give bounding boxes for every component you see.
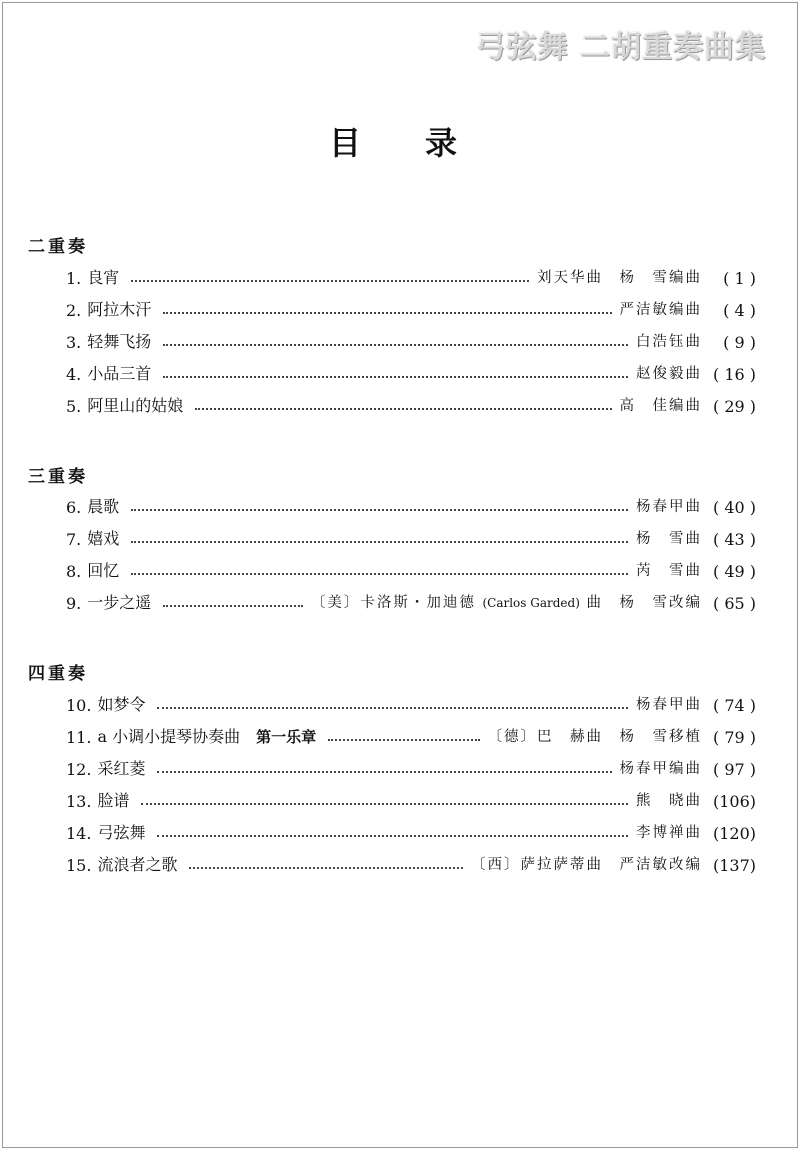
credit-composer: 〔美〕卡洛斯・加迪德 (310, 595, 476, 611)
entry-number: 4. (66, 365, 82, 384)
entry-credit: 刘天华曲 杨 雪编曲 (537, 270, 702, 286)
entry-number: 3. (66, 333, 82, 352)
entry-number: 5. (66, 397, 82, 416)
section-heading-duet: 二重奏 (28, 237, 88, 257)
entry-page: ( 9 ) (723, 333, 756, 352)
toc-entry[interactable] (66, 523, 756, 549)
toc-entry[interactable] (66, 326, 756, 352)
entry-credit: 杨春甲编曲 (619, 761, 702, 777)
entry-title: 小品三首 (87, 364, 152, 383)
entry-page: ( 4 ) (723, 301, 756, 320)
section-heading-trio: 三重奏 (28, 467, 88, 487)
entry-title: 嬉戏 (87, 529, 120, 548)
entry-credit: 〔西〕萨拉萨蒂曲 严洁敏改编 (471, 857, 702, 873)
entry-title: 阿里山的姑娘 (87, 396, 184, 415)
entry-title: 脸谱 (97, 791, 130, 810)
entry-title: 阿拉木汗 (87, 300, 152, 319)
toc-entry[interactable] (66, 753, 756, 779)
entry-title: 一步之遥 (87, 593, 152, 612)
credit-arranger: 曲 杨 雪改编 (586, 595, 702, 611)
dot-leader (131, 541, 628, 543)
entry-page: ( 49 ) (712, 562, 756, 581)
entry-page: (120) (712, 824, 756, 843)
dot-leader (163, 312, 611, 314)
dot-leader (163, 605, 303, 607)
entry-credit: 熊 晓曲 (636, 793, 702, 809)
entry-number: 2. (66, 301, 82, 320)
credit-latin-name: (Carlos Garded) (482, 596, 580, 610)
toc-entry[interactable] (66, 262, 756, 288)
dot-leader (189, 867, 463, 869)
dot-leader (157, 771, 611, 773)
entry-credit: 〔德〕巴 赫曲 杨 雪移植 (487, 729, 702, 745)
entry-number: 12. (66, 760, 92, 779)
entry-page: ( 74 ) (712, 696, 756, 715)
entry-page: (137) (712, 856, 756, 875)
entry-number: 11. (66, 728, 92, 747)
dot-leader (195, 408, 611, 410)
dot-leader (131, 509, 628, 511)
toc-entry[interactable] (66, 785, 756, 811)
toc-entry[interactable] (66, 689, 756, 715)
entry-credit: 杨 雪曲 (636, 531, 702, 547)
toc-entry[interactable] (66, 587, 756, 613)
entry-page: ( 29 ) (712, 397, 756, 416)
dot-leader (328, 739, 479, 741)
entry-credit: 杨春甲曲 (636, 499, 702, 515)
section-heading-quartet: 四重奏 (28, 664, 88, 684)
toc-entry[interactable] (66, 491, 756, 517)
entry-number: 8. (66, 562, 82, 581)
entry-page: ( 40 ) (712, 498, 756, 517)
toc-entry[interactable] (66, 358, 756, 384)
entry-page: ( 97 ) (712, 760, 756, 779)
dot-leader (157, 835, 628, 837)
entry-page: ( 1 ) (723, 269, 756, 288)
entry-title: 采红菱 (97, 759, 146, 778)
entry-number: 9. (66, 594, 82, 613)
entry-credit (311, 591, 702, 612)
entry-page: ( 79 ) (712, 728, 756, 747)
entry-title: a 小调小提琴协奏曲 (97, 727, 241, 746)
entry-number: 15. (66, 856, 92, 875)
toc-title: 目录 (328, 124, 521, 162)
toc-entry[interactable] (66, 817, 756, 843)
dot-leader (163, 376, 628, 378)
entry-page: ( 65 ) (712, 594, 756, 613)
dot-leader (131, 280, 529, 282)
entry-number: 1. (66, 269, 82, 288)
dot-leader (157, 707, 628, 709)
entry-credit: 白浩钰曲 (636, 334, 702, 350)
dot-leader (131, 573, 628, 575)
entry-page: (106) (712, 792, 756, 811)
entry-credit: 严洁敏编曲 (619, 302, 702, 318)
entry-credit: 芮 雪曲 (636, 563, 702, 579)
toc-entry[interactable] (66, 721, 756, 747)
entry-number: 14. (66, 824, 92, 843)
entry-title: 轻舞飞扬 (87, 332, 152, 351)
toc-entry[interactable] (66, 555, 756, 581)
entry-credit: 赵俊毅曲 (636, 366, 702, 382)
entry-number: 7. (66, 530, 82, 549)
entry-title: 如梦令 (97, 695, 146, 714)
dot-leader (141, 803, 628, 805)
entry-title: 良宵 (87, 268, 120, 287)
entry-subtitle: 第一乐章 (256, 728, 317, 746)
toc-entry[interactable] (66, 849, 756, 875)
entry-title: 回忆 (87, 561, 120, 580)
entry-credit: 杨春甲曲 (636, 697, 702, 713)
toc-entry[interactable] (66, 294, 756, 320)
dot-leader (163, 344, 628, 346)
book-title: 弓弦舞 二胡重奏曲集 (475, 30, 766, 65)
entry-number: 6. (66, 498, 82, 517)
entry-page: ( 16 ) (712, 365, 756, 384)
entry-number: 13. (66, 792, 92, 811)
entry-title: 晨歌 (87, 497, 120, 516)
entry-title: 弓弦舞 (97, 823, 146, 842)
entry-title: 流浪者之歌 (97, 855, 178, 874)
entry-number: 10. (66, 696, 92, 715)
entry-credit: 高 佳编曲 (619, 398, 702, 414)
entry-page: ( 43 ) (712, 530, 756, 549)
toc-entry[interactable] (66, 390, 756, 416)
entry-credit: 李博禅曲 (636, 825, 702, 841)
